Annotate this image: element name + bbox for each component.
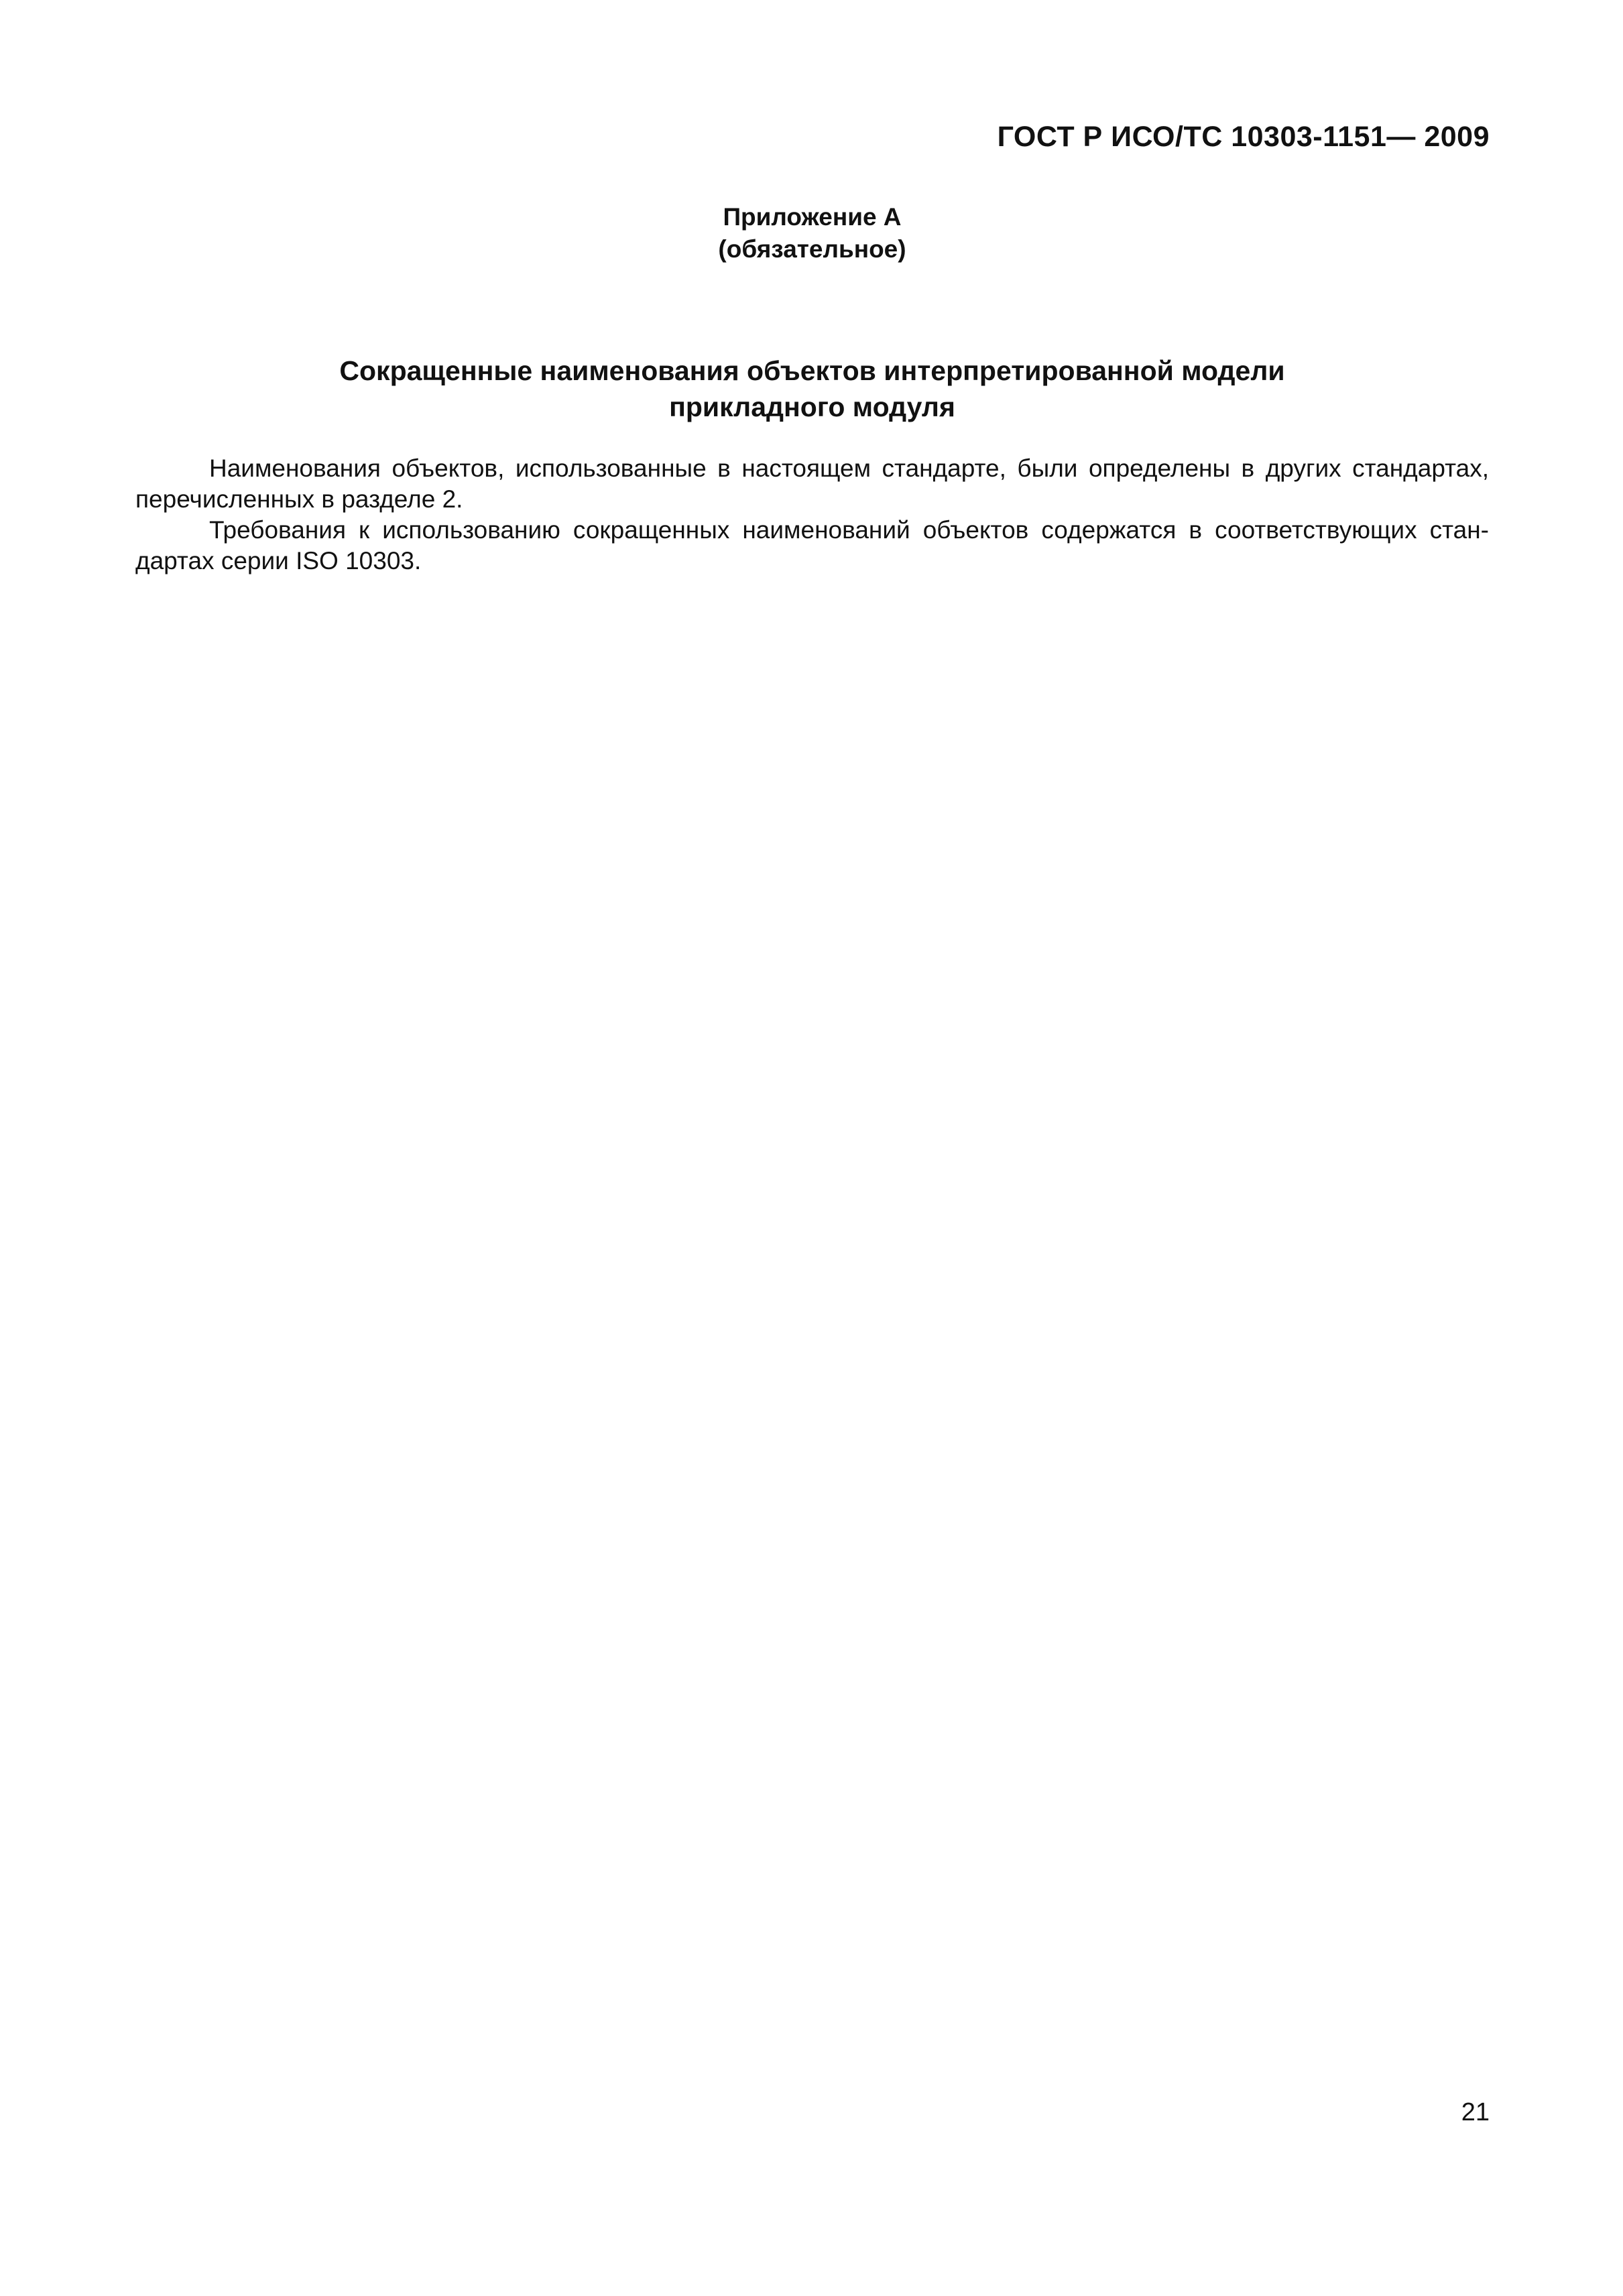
paragraph-2: Требования к использованию сокращенных наименований объектов содержатся в соответствующих стандартах серии ISO 10303.	[135, 516, 1489, 575]
document-header: ГОСТ Р ИСО/ТС 10303-1151— 2009	[997, 121, 1490, 153]
section-title	[135, 353, 1489, 425]
paragraph-1: Наименования объектов, использованные в настоящем стандарте, были определены в других стандартах, перечисленных в разделе 2.	[135, 455, 1489, 513]
page-number: 21	[1461, 2098, 1490, 2126]
body-text	[135, 453, 1489, 577]
appendix-title: Приложение А	[723, 203, 902, 231]
appendix-heading	[0, 201, 1623, 265]
appendix-status: (обязательное)	[718, 235, 906, 263]
section-title-line-1: Сокращенные наименования объектов интерпретированной модели	[339, 355, 1285, 386]
section-title-line-2: прикладного модуля	[669, 391, 955, 422]
